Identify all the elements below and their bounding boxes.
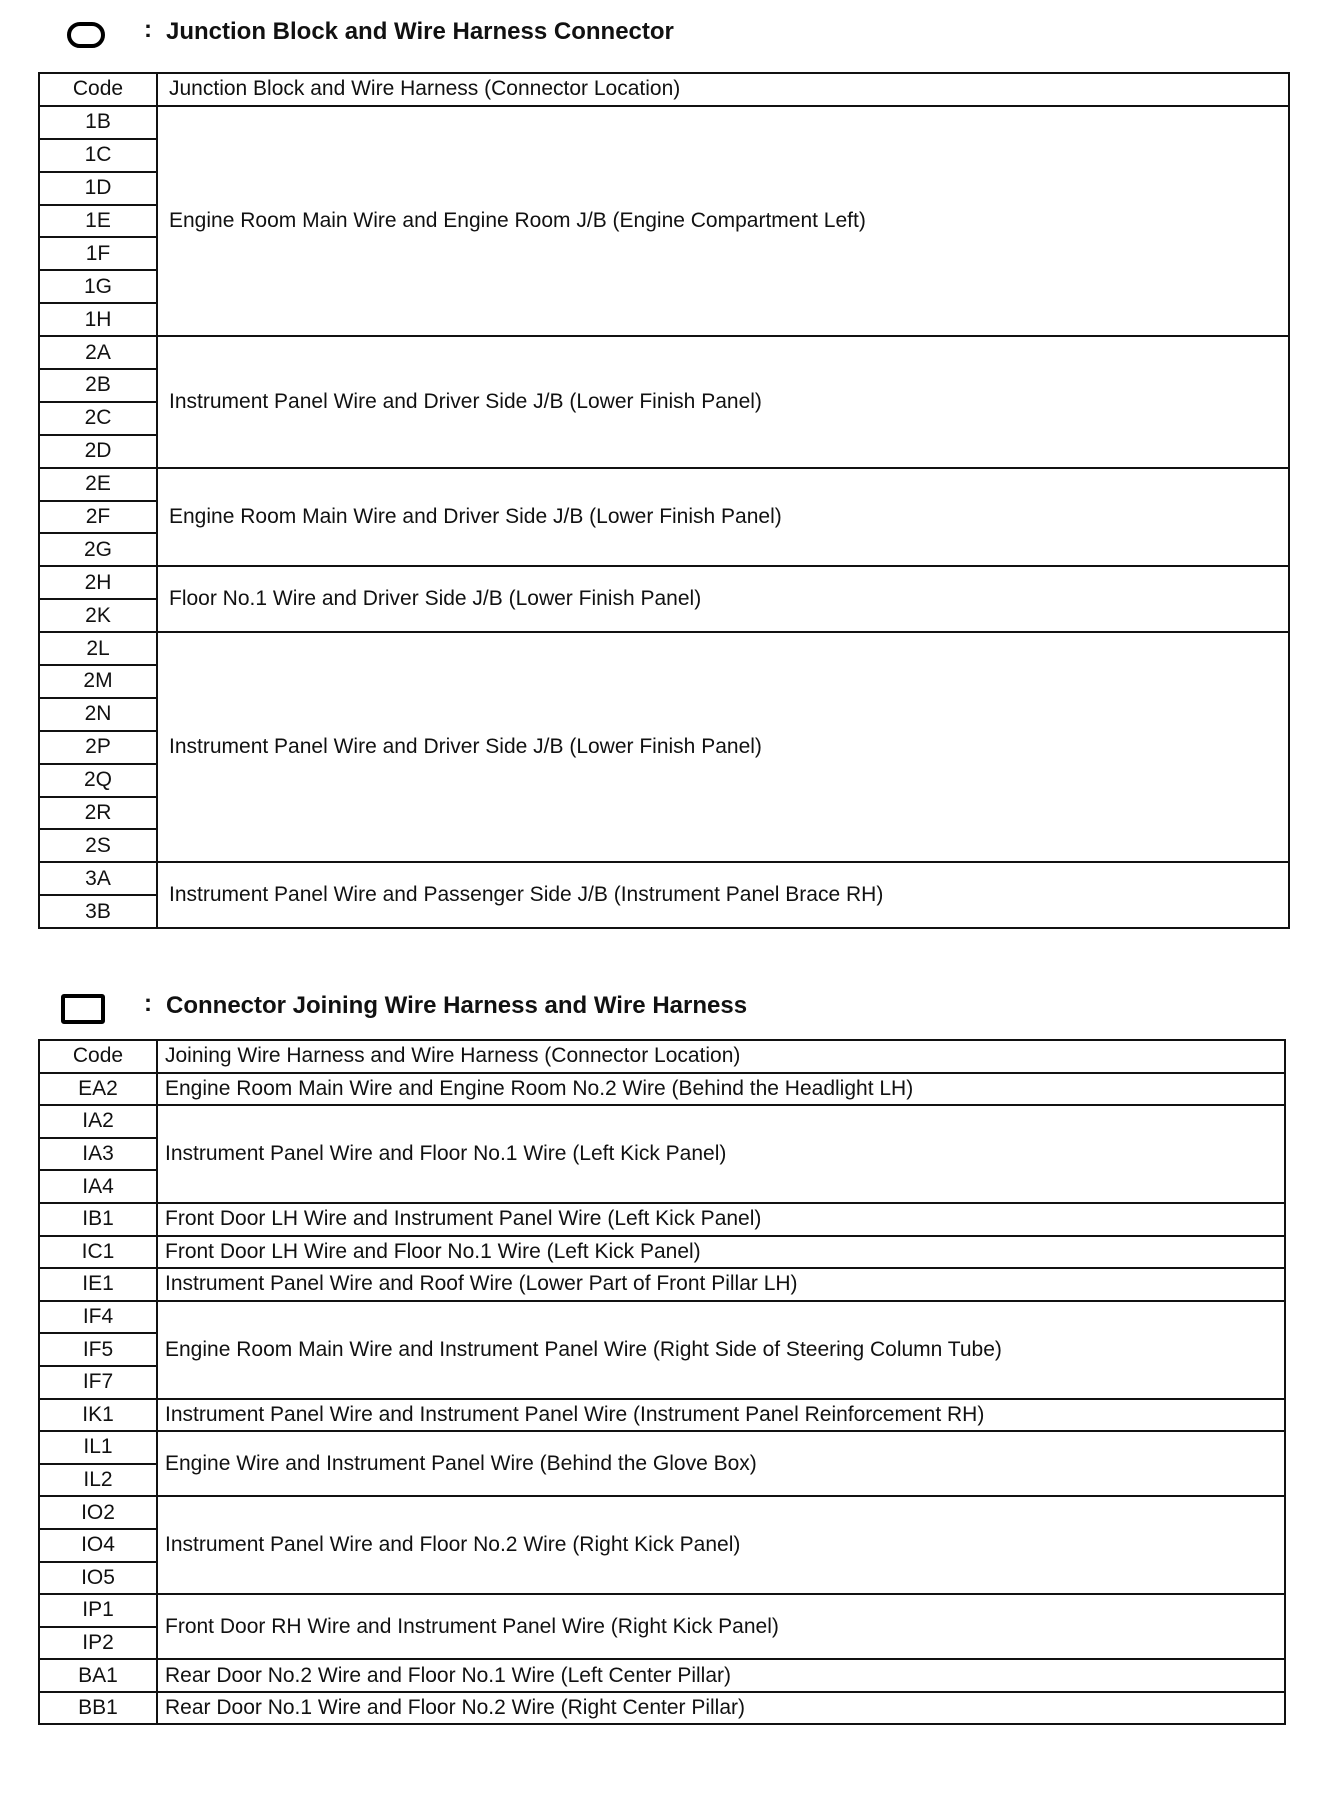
table-row — [39, 1268, 1285, 1301]
connector-code-cell: IC1 — [39, 1236, 157, 1269]
connector-code-cell: BA1 — [39, 1659, 157, 1692]
connector-table-body — [39, 1073, 1285, 1725]
connector-code-cell: IP1 — [39, 1594, 157, 1627]
connector-code-cell: 2G — [39, 533, 157, 566]
table-row — [39, 1073, 1285, 1106]
connector-code-cell: IA2 — [39, 1105, 157, 1138]
connector-code-cell: 2E — [39, 468, 157, 501]
connector-code-header: Code — [39, 1040, 157, 1073]
connector-code-cell: 2M — [39, 665, 157, 698]
connector-location-cell: Floor No.1 Wire and Driver Side J/B (Lower Finish Panel) — [157, 566, 1289, 632]
table-row — [39, 1301, 1285, 1334]
table-row — [39, 1203, 1285, 1236]
connector-location-cell: Rear Door No.2 Wire and Floor No.1 Wire (Left Center Pillar) — [157, 1659, 1285, 1692]
junction-header-row — [39, 73, 1289, 106]
connector-code-cell: IL1 — [39, 1431, 157, 1464]
connector-code-cell: 2K — [39, 599, 157, 632]
connector-code-cell: IP2 — [39, 1627, 157, 1660]
rounded-rectangle-icon — [67, 22, 105, 48]
table-row — [39, 1496, 1285, 1529]
table-row — [39, 1431, 1285, 1464]
connector-colon: : — [144, 990, 152, 1017]
table-row — [39, 1692, 1285, 1725]
connector-code-cell: IF4 — [39, 1301, 157, 1334]
connector-location-cell: Engine Wire and Instrument Panel Wire (Behind the Glove Box) — [157, 1431, 1285, 1496]
connector-code-cell: 3A — [39, 862, 157, 895]
connector-section-title: Connector Joining Wire Harness and Wire Harness — [166, 992, 748, 1019]
connector-code-cell: IF5 — [39, 1333, 157, 1366]
connector-header-row — [39, 1040, 1285, 1073]
connector-code-cell: IB1 — [39, 1203, 157, 1236]
connector-code-cell: IO2 — [39, 1496, 157, 1529]
table-row — [39, 468, 1289, 501]
junction-colon: : — [144, 16, 152, 43]
connector-code-cell: 2R — [39, 797, 157, 830]
connector-code-cell: IO4 — [39, 1529, 157, 1562]
connector-location-header: Joining Wire Harness and Wire Harness (Connector Location) — [157, 1040, 1285, 1073]
connector-location-cell: Instrument Panel Wire and Instrument Panel Wire (Instrument Panel Reinforcement RH) — [157, 1399, 1285, 1432]
table-row — [39, 862, 1289, 895]
connector-location-cell: Instrument Panel Wire and Driver Side J/B (Lower Finish Panel) — [157, 632, 1289, 862]
connector-location-cell: Front Door LH Wire and Instrument Panel Wire (Left Kick Panel) — [157, 1203, 1285, 1236]
connector-code-cell: 2F — [39, 501, 157, 534]
junction-table-body — [39, 106, 1289, 928]
table-row — [39, 566, 1289, 599]
connector-code-cell: 2L — [39, 632, 157, 665]
connector-location-cell: Instrument Panel Wire and Floor No.2 Wire (Right Kick Panel) — [157, 1496, 1285, 1594]
connector-code-cell: IA3 — [39, 1138, 157, 1171]
junction-location-header: Junction Block and Wire Harness (Connector Location) — [157, 73, 1289, 106]
connector-location-cell: Rear Door No.1 Wire and Floor No.2 Wire (Right Center Pillar) — [157, 1692, 1285, 1725]
junction-table — [38, 72, 1290, 929]
connector-code-cell: 2D — [39, 435, 157, 468]
connector-code-cell: 1D — [39, 172, 157, 205]
connector-location-cell: Instrument Panel Wire and Driver Side J/B (Lower Finish Panel) — [157, 336, 1289, 468]
connector-location-cell: Instrument Panel Wire and Roof Wire (Lower Part of Front Pillar LH) — [157, 1268, 1285, 1301]
table-row — [39, 1105, 1285, 1138]
connector-code-cell: IA4 — [39, 1170, 157, 1203]
connector-code-cell: 2P — [39, 731, 157, 764]
connector-code-cell: EA2 — [39, 1073, 157, 1106]
table-row — [39, 1236, 1285, 1269]
connector-code-cell: 3B — [39, 895, 157, 928]
connector-code-cell: 2C — [39, 402, 157, 435]
connector-code-cell: IK1 — [39, 1399, 157, 1432]
connector-code-cell: 1F — [39, 237, 157, 270]
connector-location-cell: Engine Room Main Wire and Instrument Panel Wire (Right Side of Steering Column Tube) — [157, 1301, 1285, 1399]
table-row — [39, 336, 1289, 369]
table-row — [39, 1659, 1285, 1692]
connector-location-cell: Engine Room Main Wire and Engine Room No.2 Wire (Behind the Headlight LH) — [157, 1073, 1285, 1106]
connector-location-cell: Engine Room Main Wire and Engine Room J/B (Engine Compartment Left) — [157, 106, 1289, 336]
connector-code-cell: 2S — [39, 829, 157, 862]
connector-code-cell: 1G — [39, 270, 157, 303]
connector-code-cell: IO5 — [39, 1562, 157, 1595]
connector-location-cell: Instrument Panel Wire and Passenger Side J/B (Instrument Panel Brace RH) — [157, 862, 1289, 928]
connector-code-cell: 2B — [39, 369, 157, 402]
connector-code-cell: IF7 — [39, 1366, 157, 1399]
table-row — [39, 1399, 1285, 1432]
connector-code-cell: IE1 — [39, 1268, 157, 1301]
connector-code-cell: IL2 — [39, 1464, 157, 1497]
table-row — [39, 1594, 1285, 1627]
connector-code-cell: 2N — [39, 698, 157, 731]
junction-code-header: Code — [39, 73, 157, 106]
connector-location-cell: Instrument Panel Wire and Floor No.1 Wire (Left Kick Panel) — [157, 1105, 1285, 1203]
connector-code-cell: BB1 — [39, 1692, 157, 1725]
junction-section-title: Junction Block and Wire Harness Connector — [166, 18, 674, 45]
connector-code-cell: 1B — [39, 106, 157, 139]
connector-code-cell: 2H — [39, 566, 157, 599]
connector-code-cell: 1E — [39, 205, 157, 238]
connector-code-cell: 1H — [39, 303, 157, 336]
connector-code-cell: 2Q — [39, 764, 157, 797]
connector-location-cell: Front Door LH Wire and Floor No.1 Wire (Left Kick Panel) — [157, 1236, 1285, 1269]
connector-code-cell: 2A — [39, 336, 157, 369]
table-row — [39, 632, 1289, 665]
connector-table — [38, 1039, 1286, 1725]
table-row — [39, 106, 1289, 139]
connector-location-cell: Front Door RH Wire and Instrument Panel Wire (Right Kick Panel) — [157, 1594, 1285, 1659]
connector-code-cell: 1C — [39, 139, 157, 172]
connector-location-cell: Engine Room Main Wire and Driver Side J/B (Lower Finish Panel) — [157, 468, 1289, 567]
square-icon — [61, 994, 105, 1024]
